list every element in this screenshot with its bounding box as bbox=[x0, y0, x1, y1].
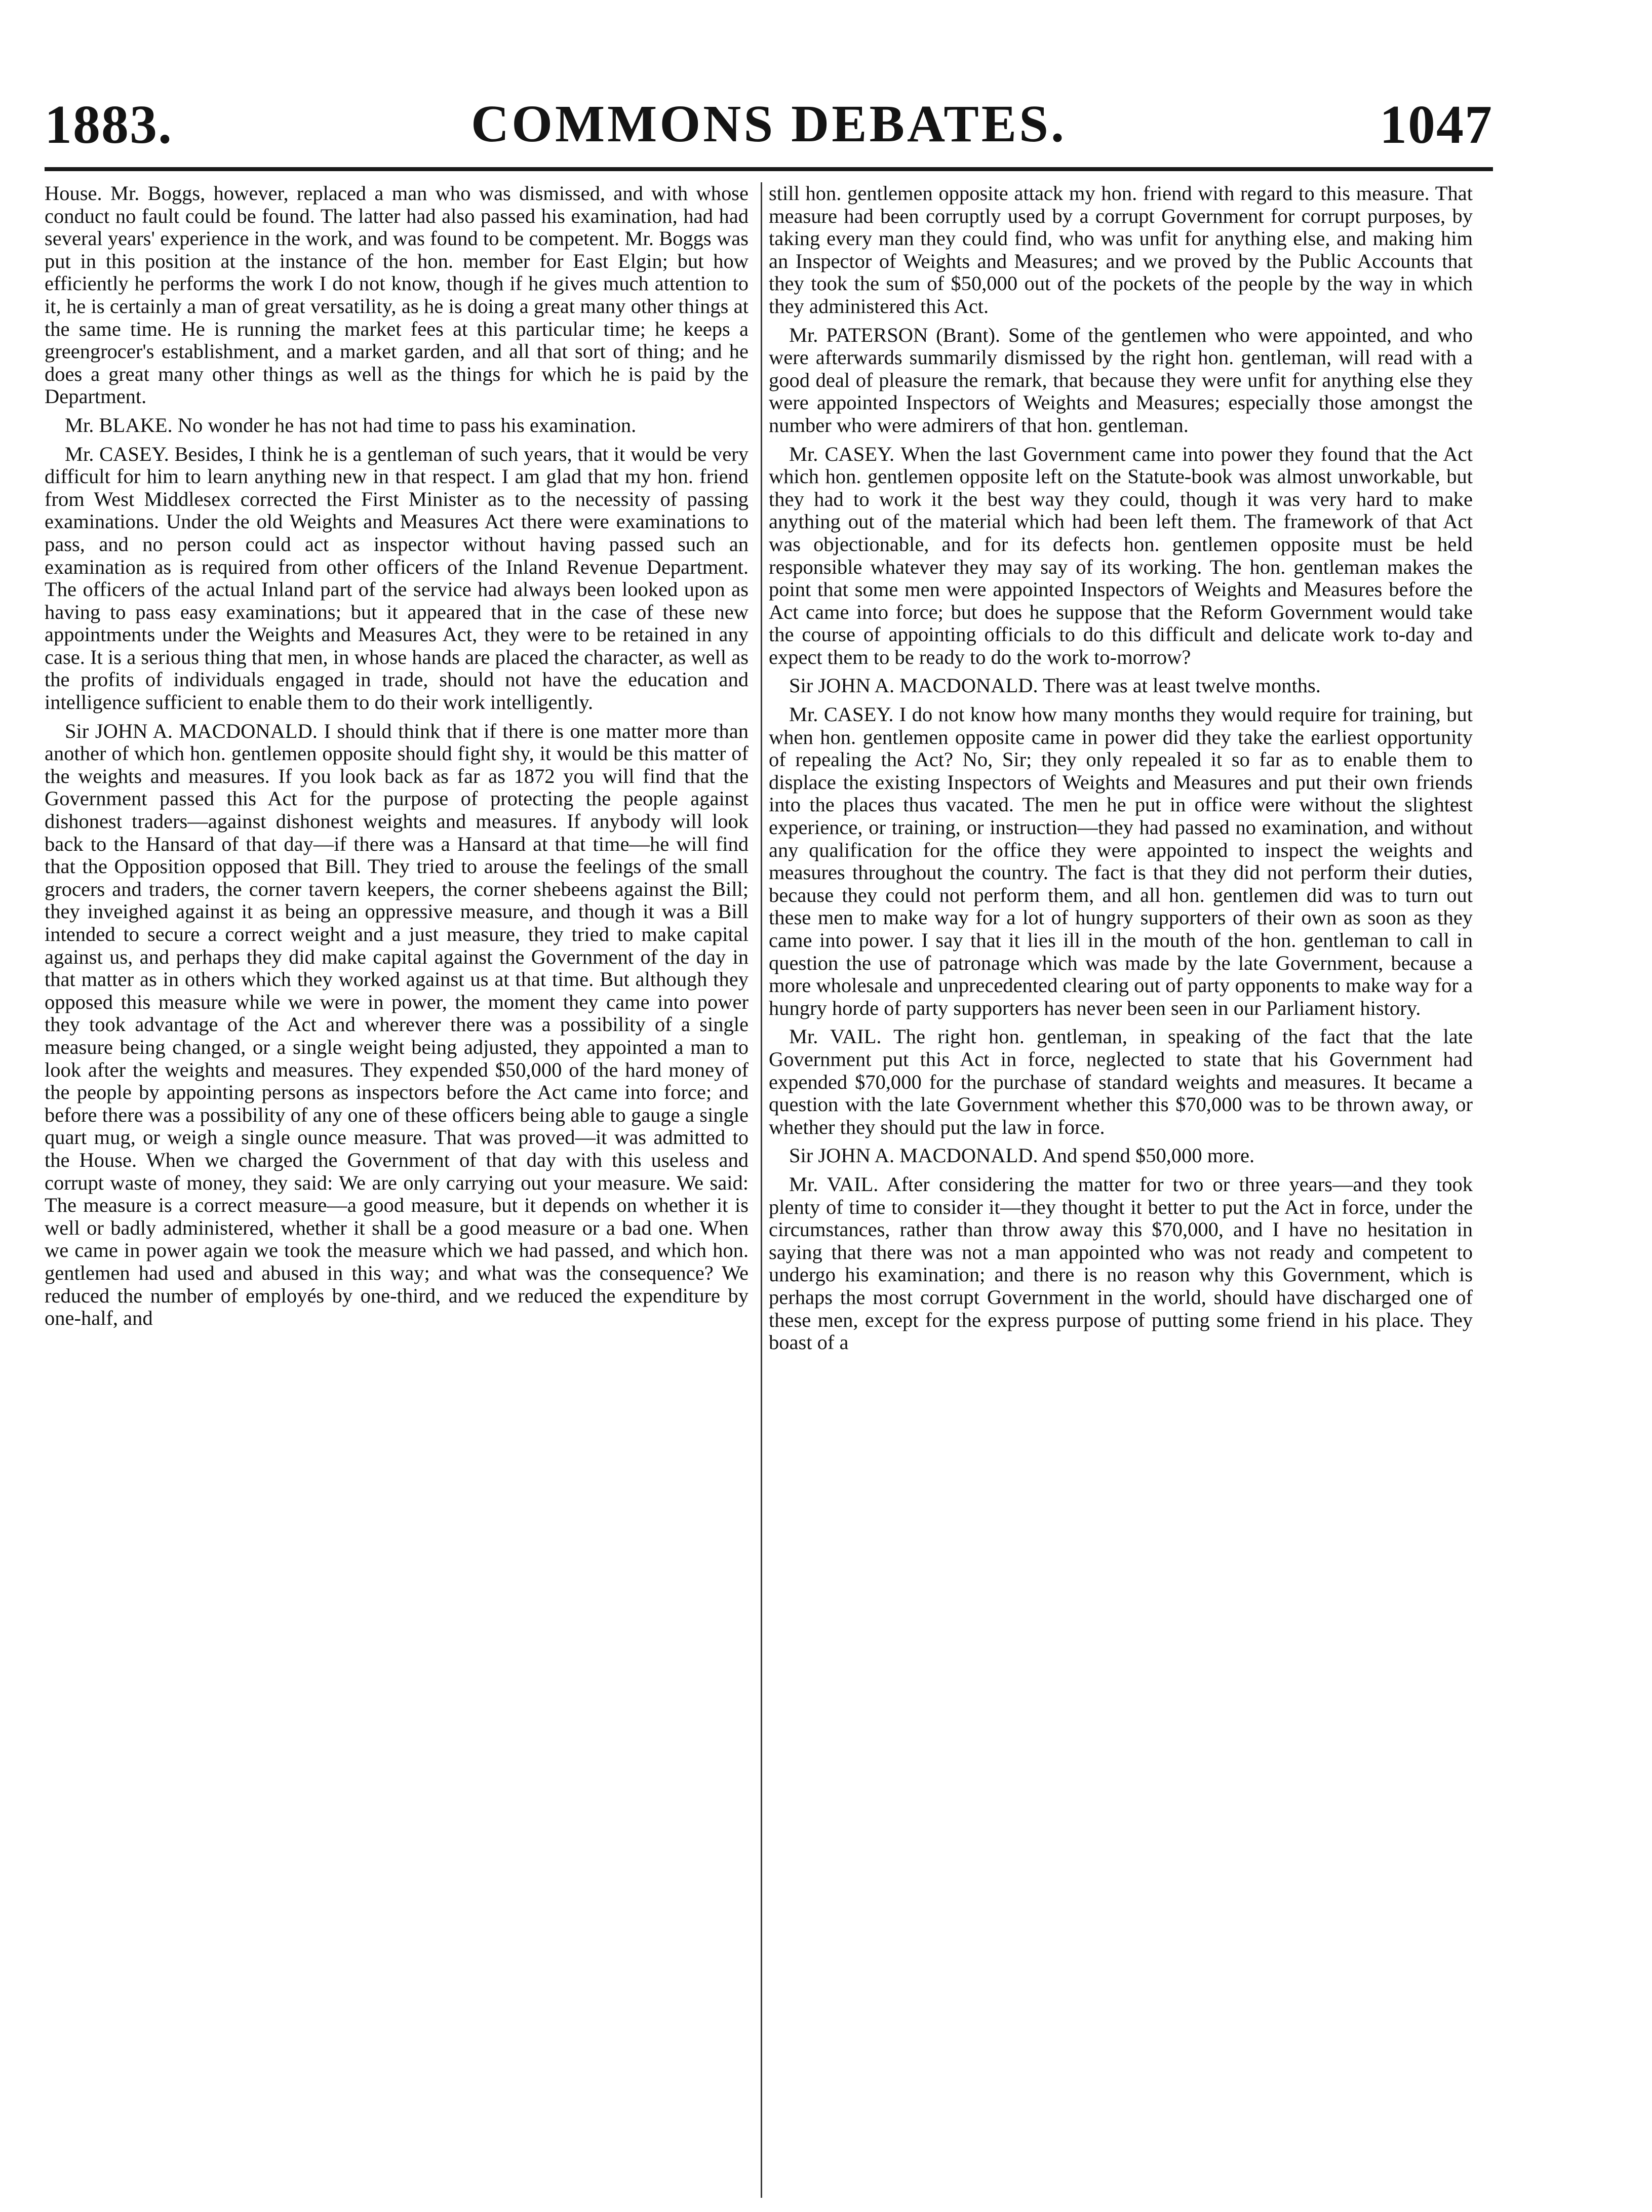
paragraph: Mr. VAIL. The right hon. gentleman, in speaking of the fact that the late Government put this Act in force, neglected to state that his Government had expended $70,000 for the purchase of standard weights and measures. It became a question with the late Government whether this $70,000 was to be thrown away, or whether they should put the law in force. bbox=[769, 1025, 1473, 1138]
paragraph: Mr. PATERSON (Brant). Some of the gentlemen who were appointed, and who were afterwards summarily dismissed by the right hon. gentleman, will read with a good deal of pleasure the remark, that because they were unfit for anything else they were appointed Inspectors of Weights and Measures; especially those amongst the number who were admirers of that hon. gentleman. bbox=[769, 323, 1473, 437]
header-year: 1883. bbox=[45, 95, 173, 155]
left-column bbox=[45, 182, 749, 2188]
paragraph: still hon. gentlemen opposite attack my hon. friend with regard to this measure. That measure had been corruptly used by a corrupt Government for corrupt purposes, by taking every man they could find, who was unfit for anything else, and making him an Inspector of Weights and Measures; and we proved by the Public Accounts that they took the sum of $50,000 out of the pockets of the people by the way in which they administered this Act. bbox=[769, 182, 1473, 318]
paragraph: House. Mr. Boggs, however, replaced a man who was dismissed, and with whose conduct no fault could be found. The latter had also passed his examination, had had several years' experience in the work, and was found to be competent. Mr. Boggs was put in this position at the instance of the hon. member for East Elgin; but how efficiently he performs the work I do not know, though if he gives much attention to it, he is certainly a man of great versatility, as he is doing a great many other things at the same time. He is running the market fees at this particular time; he keeps a greengrocer's establishment, and a market garden, and all that sort of thing; and he does a great many other things as well as the things for which he is paid by the Department. bbox=[45, 182, 749, 408]
paragraph: Sir JOHN A. MACDONALD. There was at least twelve months. bbox=[789, 674, 1321, 697]
column-divider bbox=[761, 182, 762, 2198]
paragraph: Mr. VAIL. After considering the matter for two or three years—and they took plenty of time to consider it—they thought it better to put the Act in force, under the circumstances, rather than throw away this $70,000, and I have no hesitation in saying that there was not a man appointed who was not ready and competent to undergo his examination; and there is no reason why this Government, which is perhaps the most corrupt Government in the world, should have discharged one of these men, except for the express purpose of putting some friend in his place. They boast of a bbox=[769, 1172, 1473, 1354]
paragraph: Mr. CASEY. I do not know how many months they would require for training, but when hon. gentlemen opposite came in power did they take the earliest opportunity of repealing the Act? No, Sir; they only repealed it so far as to enable them to displace the existing Inspectors of Weights and Measures and put their own friends into the places thus vacated. The men he put in office were without the slightest experience, or training, or instruction—they had passed no examination, and without any qualification for the office they were appointed to inspect the weights and measures throughout the country. The fact is that they did not perform their duties, because they could not perform them, and all hon. gentlemen did was to turn out these men to make way for a lot of hungry supporters of their own as soon as they came into power. I say that it lies ill in the mouth of the hon. gentleman to call in question the use of patronage which was made by the late Government, because a more wholesale and unprecedented clearing out of party opponents to make way for a hungry horde of party supporters has never been seen in our Parliament history. bbox=[769, 703, 1473, 1019]
header-page-number: 1047 bbox=[1380, 95, 1493, 155]
header-title: COMMONS DEBATES. bbox=[471, 95, 1067, 153]
paragraph: Mr. CASEY. When the last Government came into power they found that the Act which hon. gentlemen opposite left on the Statute-book was almost unworkable, but they had to work it the best way they could, though it was very hard to make anything out of the material which had been left them. The framework of that Act was objectionable, and for its defects hon. gentlemen opposite must be held responsible whatever they may say of its working. The hon. gentleman makes the point that some men were appointed Inspectors of Weights and Measures before the Act came into force; but does he suppose that the Reform Government would take the course of appointing officials to do this difficult and delicate work to-day and expect them to be ready to do the work to-morrow? bbox=[769, 442, 1473, 668]
paragraph: Sir JOHN A. MACDONALD. And spend $50,000 more. bbox=[789, 1144, 1255, 1167]
paragraph: Mr. CASEY. Besides, I think he is a gentleman of such years, that it would be very difficult for him to learn anything new in that respect. I am glad that my hon. friend from West Middlesex corrected the First Minister as to the necessity of passing examinations. Under the old Weights and Measures Act there were examinations to pass, and no person could act as inspector without having passed such an examination as is required from other officers of the Inland Revenue Department. The officers of the actual Inland part of the service had always been looked upon as having to pass easy examinations; but it appeared that in the case of these new appointments under the Weights and Measures Act, they were to be retained in any case. It is a serious thing that men, in whose hands are placed the character, as well as the profits of individuals engaged in trade, should not have the education and intelligence sufficient to enable them to do their work intelligently. bbox=[45, 442, 749, 714]
right-column bbox=[769, 182, 1473, 2188]
paragraph: Mr. BLAKE. No wonder he has not had time to pass his examination. bbox=[65, 413, 637, 437]
header-rule bbox=[45, 167, 1493, 171]
page-header bbox=[45, 89, 1493, 165]
paragraph: Sir JOHN A. MACDONALD. I should think that if there is one matter more than another of which hon. gentlemen opposite should fight shy, it would be this matter of the weights and measures. If you look back as far as 1872 you will find that the Government passed this Act for the purpose of protecting the people against dishonest traders—against dishonest weights and measures. If anybody will look back to the Hansard of that day—if there was a Hansard at that time—he will find that the Opposition opposed that Bill. They tried to arouse the feelings of the small grocers and traders, the corner tavern keepers, the corner shebeens against the Bill; they inveighed against it as being an oppressive measure, and though it was a Bill intended to secure a correct weight and a just measure, they tried to make capital against us, and perhaps they did make capital against the Government of the day in that matter as in others which they worked against us at that time. But although they opposed this measure while we were in power, the moment they came into power they took advantage of the Act and wherever there was a possibility of a single measure being changed, or a single weight being adjusted, they appointed a man to look after the weights and measures. They expended $50,000 of the hard money of the people by appointing persons as inspectors before the Act came into force; and before there was a possibility of any one of these officers being able to gauge a single quart mug, or weigh a single ounce measure. That was proved—it was admitted to the House. When we charged the Government of that day with this useless and corrupt waste of money, they said: We are only carrying out your measure. We said: The measure is a correct measure—a good measure, but it depends on whether it is well or badly administered, whether it shall be a good measure or a bad one. When we came in power again we took the measure which we had passed, and which hon. gentlemen had used and abused in this way; and what was the consequence? We reduced the number of employés by one-third, and we reduced the expenditure by one-half, and bbox=[45, 719, 749, 1330]
